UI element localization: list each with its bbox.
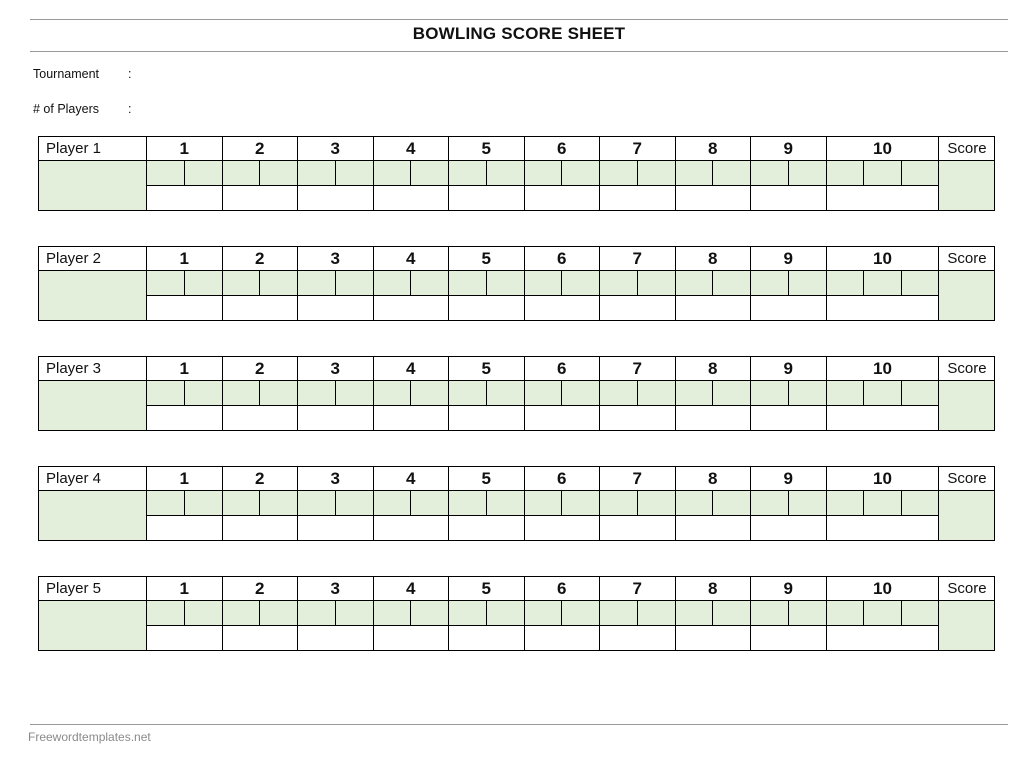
frame-number-3: 3 xyxy=(298,247,374,271)
ball-cell-frame-2-ball-2[interactable] xyxy=(260,271,298,296)
frame-total-cell-3[interactable] xyxy=(298,296,374,321)
ball-cell-frame-2-ball-2[interactable] xyxy=(260,381,298,406)
frame-number-7: 7 xyxy=(600,137,676,161)
ball-cell-frame-3-ball-1[interactable] xyxy=(298,161,336,186)
frame-total-cell-9[interactable] xyxy=(751,516,827,541)
frame-number-1: 1 xyxy=(147,577,223,601)
frame-total-cell-4[interactable] xyxy=(373,626,449,651)
frame-number-2: 2 xyxy=(222,247,298,271)
player-name: Player 1 xyxy=(39,137,147,161)
ball-cell-frame-6-ball-1[interactable] xyxy=(524,381,562,406)
frame-total-cell-4[interactable] xyxy=(373,296,449,321)
ball-cell-frame-7-ball-2[interactable] xyxy=(637,491,675,516)
ball-cell-frame-8-ball-1[interactable] xyxy=(675,271,713,296)
ball-cell-frame-4-ball-1[interactable] xyxy=(373,271,411,296)
ball-cell-frame-10-ball-2[interactable] xyxy=(864,271,902,296)
frame-total-cell-3[interactable] xyxy=(298,406,374,431)
frame-total-cell-5[interactable] xyxy=(449,186,525,211)
ball-cell-frame-7-ball-2[interactable] xyxy=(637,161,675,186)
ball-cell-frame-8-ball-2[interactable] xyxy=(713,271,751,296)
ball-cell-frame-8-ball-1[interactable] xyxy=(675,161,713,186)
frame-total-cell-6[interactable] xyxy=(524,626,600,651)
ball-cell-frame-5-ball-1[interactable] xyxy=(449,271,487,296)
frame-number-2: 2 xyxy=(222,467,298,491)
ball-cell-frame-6-ball-1[interactable] xyxy=(524,271,562,296)
ball-cell-frame-10-ball-1[interactable] xyxy=(826,381,864,406)
player-name: Player 5 xyxy=(39,577,147,601)
frame-total-cell-1[interactable] xyxy=(147,296,223,321)
ball-cell-frame-6-ball-2[interactable] xyxy=(562,271,600,296)
frame-total-cell-9[interactable] xyxy=(751,296,827,321)
frame-total-cell-6[interactable] xyxy=(524,186,600,211)
frame-number-2: 2 xyxy=(222,577,298,601)
ball-cell-frame-1-ball-2[interactable] xyxy=(184,601,222,626)
players-count-field xyxy=(33,102,131,116)
frame-total-cell-1[interactable] xyxy=(147,626,223,651)
score-table-player-1 xyxy=(38,136,994,210)
ball-cell-frame-9-ball-2[interactable] xyxy=(788,601,826,626)
player-name: Player 3 xyxy=(39,357,147,381)
frame-total-cell-9[interactable] xyxy=(751,626,827,651)
tournament-colon: : xyxy=(128,67,132,81)
frame-total-cell-6[interactable] xyxy=(524,296,600,321)
ball-cell-frame-1-ball-1[interactable] xyxy=(147,381,185,406)
frame-total-cell-7[interactable] xyxy=(600,296,676,321)
ball-cell-frame-6-ball-1[interactable] xyxy=(524,491,562,516)
player-entry-cell[interactable] xyxy=(39,601,147,651)
ball-cell-frame-9-ball-1[interactable] xyxy=(751,491,789,516)
score-header: Score xyxy=(939,577,995,601)
ball-cell-frame-3-ball-2[interactable] xyxy=(335,381,373,406)
ball-cell-frame-8-ball-2[interactable] xyxy=(713,491,751,516)
frame-number-8: 8 xyxy=(675,137,751,161)
ball-cell-frame-1-ball-1[interactable] xyxy=(147,271,185,296)
player-name: Player 2 xyxy=(39,247,147,271)
ball-cell-frame-3-ball-1[interactable] xyxy=(298,491,336,516)
score-table-player-4 xyxy=(38,466,994,540)
tournament-label: Tournament xyxy=(33,67,100,81)
player-entry-cell[interactable] xyxy=(39,381,147,431)
frame-total-cell-10[interactable] xyxy=(826,186,939,211)
ball-cell-frame-4-ball-2[interactable] xyxy=(411,271,449,296)
frame-number-7: 7 xyxy=(600,577,676,601)
frame-number-1: 1 xyxy=(147,357,223,381)
frame-total-cell-1[interactable] xyxy=(147,406,223,431)
ball-cell-frame-8-ball-1[interactable] xyxy=(675,381,713,406)
frame-number-5: 5 xyxy=(449,137,525,161)
ball-cell-frame-7-ball-1[interactable] xyxy=(600,601,638,626)
frame-number-10: 10 xyxy=(826,577,939,601)
frame-number-9: 9 xyxy=(751,247,827,271)
score-table-player-3 xyxy=(38,356,994,430)
ball-cell-frame-4-ball-2[interactable] xyxy=(411,161,449,186)
frame-number-8: 8 xyxy=(675,577,751,601)
ball-cell-frame-10-ball-1[interactable] xyxy=(826,271,864,296)
ball-cell-frame-1-ball-2[interactable] xyxy=(184,381,222,406)
frame-number-6: 6 xyxy=(524,357,600,381)
ball-cell-frame-1-ball-1[interactable] xyxy=(147,601,185,626)
total-score-cell[interactable] xyxy=(939,601,995,651)
frame-number-1: 1 xyxy=(147,137,223,161)
frame-number-10: 10 xyxy=(826,467,939,491)
ball-cell-frame-5-ball-1[interactable] xyxy=(449,161,487,186)
ball-cell-frame-5-ball-2[interactable] xyxy=(486,381,524,406)
frame-number-8: 8 xyxy=(675,357,751,381)
frame-total-cell-2[interactable] xyxy=(222,626,298,651)
frame-total-cell-2[interactable] xyxy=(222,296,298,321)
frame-total-cell-8[interactable] xyxy=(675,296,751,321)
ball-cell-frame-5-ball-1[interactable] xyxy=(449,601,487,626)
ball-cell-frame-8-ball-1[interactable] xyxy=(675,491,713,516)
ball-cell-frame-4-ball-2[interactable] xyxy=(411,381,449,406)
score-header: Score xyxy=(939,137,995,161)
player-name: Player 4 xyxy=(39,467,147,491)
frame-total-cell-10[interactable] xyxy=(826,406,939,431)
frame-total-cell-9[interactable] xyxy=(751,186,827,211)
ball-cell-frame-1-ball-2[interactable] xyxy=(184,161,222,186)
ball-cell-frame-6-ball-2[interactable] xyxy=(562,491,600,516)
frame-total-cell-8[interactable] xyxy=(675,626,751,651)
frame-number-4: 4 xyxy=(373,577,449,601)
ball-cell-frame-3-ball-2[interactable] xyxy=(335,601,373,626)
ball-cell-frame-6-ball-2[interactable] xyxy=(562,601,600,626)
page-title: BOWLING SCORE SHEET xyxy=(412,24,626,43)
ball-cell-frame-2-ball-1[interactable] xyxy=(222,161,260,186)
ball-cell-frame-7-ball-1[interactable] xyxy=(600,271,638,296)
ball-cell-frame-1-ball-1[interactable] xyxy=(147,161,185,186)
frame-number-10: 10 xyxy=(826,137,939,161)
frame-total-cell-7[interactable] xyxy=(600,626,676,651)
frame-number-10: 10 xyxy=(826,247,939,271)
frame-total-cell-4[interactable] xyxy=(373,186,449,211)
total-score-cell[interactable] xyxy=(939,381,995,431)
ball-cell-frame-5-ball-2[interactable] xyxy=(486,491,524,516)
score-header: Score xyxy=(939,357,995,381)
frame-number-3: 3 xyxy=(298,357,374,381)
frame-total-cell-5[interactable] xyxy=(449,296,525,321)
ball-cell-frame-5-ball-2[interactable] xyxy=(486,271,524,296)
frame-total-cell-1[interactable] xyxy=(147,186,223,211)
title-rule xyxy=(30,51,1008,52)
frame-number-4: 4 xyxy=(373,137,449,161)
ball-cell-frame-5-ball-1[interactable] xyxy=(449,381,487,406)
ball-cell-frame-6-ball-2[interactable] xyxy=(562,381,600,406)
frame-total-cell-4[interactable] xyxy=(373,516,449,541)
footer-rule xyxy=(30,724,1008,725)
score-table-player-5 xyxy=(38,576,994,650)
ball-cell-frame-10-ball-1[interactable] xyxy=(826,491,864,516)
players-count-label: # of Players xyxy=(33,102,100,116)
ball-cell-frame-9-ball-2[interactable] xyxy=(788,161,826,186)
ball-cell-frame-3-ball-2[interactable] xyxy=(335,161,373,186)
ball-cell-frame-10-ball-3[interactable] xyxy=(901,601,939,626)
ball-cell-frame-10-ball-3[interactable] xyxy=(901,271,939,296)
frame-total-cell-10[interactable] xyxy=(826,296,939,321)
ball-cell-frame-10-ball-2[interactable] xyxy=(864,381,902,406)
ball-cell-frame-10-ball-2[interactable] xyxy=(864,161,902,186)
ball-cell-frame-4-ball-1[interactable] xyxy=(373,161,411,186)
ball-cell-frame-2-ball-2[interactable] xyxy=(260,161,298,186)
players-count-colon: : xyxy=(128,102,132,116)
ball-cell-frame-6-ball-1[interactable] xyxy=(524,161,562,186)
ball-cell-frame-3-ball-1[interactable] xyxy=(298,271,336,296)
frame-number-2: 2 xyxy=(222,137,298,161)
top-rule xyxy=(30,19,1008,20)
frame-total-cell-7[interactable] xyxy=(600,516,676,541)
frame-number-9: 9 xyxy=(751,137,827,161)
frame-number-4: 4 xyxy=(373,247,449,271)
ball-cell-frame-4-ball-1[interactable] xyxy=(373,381,411,406)
ball-cell-frame-8-ball-1[interactable] xyxy=(675,601,713,626)
ball-cell-frame-1-ball-2[interactable] xyxy=(184,271,222,296)
frame-total-cell-10[interactable] xyxy=(826,626,939,651)
player-entry-cell[interactable] xyxy=(39,271,147,321)
frame-total-cell-3[interactable] xyxy=(298,186,374,211)
ball-cell-frame-7-ball-1[interactable] xyxy=(600,161,638,186)
frame-number-8: 8 xyxy=(675,247,751,271)
frame-number-9: 9 xyxy=(751,357,827,381)
footer-text: Freewordtemplates.net xyxy=(28,730,151,744)
ball-cell-frame-9-ball-1[interactable] xyxy=(751,381,789,406)
total-score-cell[interactable] xyxy=(939,161,995,211)
frame-total-cell-5[interactable] xyxy=(449,626,525,651)
score-header: Score xyxy=(939,467,995,491)
ball-cell-frame-6-ball-1[interactable] xyxy=(524,601,562,626)
ball-cell-frame-10-ball-1[interactable] xyxy=(826,161,864,186)
ball-cell-frame-9-ball-1[interactable] xyxy=(751,161,789,186)
frame-number-8: 8 xyxy=(675,467,751,491)
frame-number-3: 3 xyxy=(298,577,374,601)
ball-cell-frame-1-ball-1[interactable] xyxy=(147,491,185,516)
ball-cell-frame-5-ball-1[interactable] xyxy=(449,491,487,516)
ball-cell-frame-7-ball-1[interactable] xyxy=(600,381,638,406)
frame-number-1: 1 xyxy=(147,467,223,491)
ball-cell-frame-7-ball-2[interactable] xyxy=(637,381,675,406)
total-score-cell[interactable] xyxy=(939,491,995,541)
tournament-field xyxy=(33,67,131,81)
score-header: Score xyxy=(939,247,995,271)
ball-cell-frame-2-ball-2[interactable] xyxy=(260,601,298,626)
ball-cell-frame-7-ball-2[interactable] xyxy=(637,271,675,296)
ball-cell-frame-8-ball-2[interactable] xyxy=(713,381,751,406)
ball-cell-frame-4-ball-1[interactable] xyxy=(373,491,411,516)
frame-number-6: 6 xyxy=(524,467,600,491)
frame-number-6: 6 xyxy=(524,577,600,601)
ball-cell-frame-3-ball-1[interactable] xyxy=(298,381,336,406)
frame-total-cell-2[interactable] xyxy=(222,186,298,211)
frame-number-1: 1 xyxy=(147,247,223,271)
ball-cell-frame-9-ball-2[interactable] xyxy=(788,271,826,296)
ball-cell-frame-9-ball-2[interactable] xyxy=(788,381,826,406)
frame-total-cell-5[interactable] xyxy=(449,406,525,431)
frame-number-3: 3 xyxy=(298,467,374,491)
frame-total-cell-2[interactable] xyxy=(222,516,298,541)
frame-number-9: 9 xyxy=(751,577,827,601)
frame-total-cell-9[interactable] xyxy=(751,406,827,431)
frame-total-cell-7[interactable] xyxy=(600,406,676,431)
frame-total-cell-7[interactable] xyxy=(600,186,676,211)
frame-number-5: 5 xyxy=(449,467,525,491)
frame-total-cell-8[interactable] xyxy=(675,406,751,431)
ball-cell-frame-9-ball-2[interactable] xyxy=(788,491,826,516)
frame-total-cell-5[interactable] xyxy=(449,516,525,541)
ball-cell-frame-7-ball-1[interactable] xyxy=(600,491,638,516)
frame-number-7: 7 xyxy=(600,247,676,271)
ball-cell-frame-10-ball-3[interactable] xyxy=(901,161,939,186)
ball-cell-frame-10-ball-3[interactable] xyxy=(901,491,939,516)
frame-number-2: 2 xyxy=(222,357,298,381)
ball-cell-frame-3-ball-1[interactable] xyxy=(298,601,336,626)
frame-number-4: 4 xyxy=(373,467,449,491)
player-entry-cell[interactable] xyxy=(39,161,147,211)
frame-total-cell-8[interactable] xyxy=(675,186,751,211)
ball-cell-frame-8-ball-2[interactable] xyxy=(713,161,751,186)
ball-cell-frame-9-ball-1[interactable] xyxy=(751,271,789,296)
frame-total-cell-8[interactable] xyxy=(675,516,751,541)
frame-number-9: 9 xyxy=(751,467,827,491)
ball-cell-frame-4-ball-2[interactable] xyxy=(411,491,449,516)
score-table-player-2 xyxy=(38,246,994,320)
ball-cell-frame-2-ball-1[interactable] xyxy=(222,601,260,626)
ball-cell-frame-2-ball-1[interactable] xyxy=(222,271,260,296)
frame-number-3: 3 xyxy=(298,137,374,161)
ball-cell-frame-3-ball-2[interactable] xyxy=(335,271,373,296)
ball-cell-frame-5-ball-2[interactable] xyxy=(486,601,524,626)
frame-number-4: 4 xyxy=(373,357,449,381)
frame-total-cell-2[interactable] xyxy=(222,406,298,431)
ball-cell-frame-9-ball-1[interactable] xyxy=(751,601,789,626)
ball-cell-frame-2-ball-1[interactable] xyxy=(222,381,260,406)
frame-total-cell-3[interactable] xyxy=(298,626,374,651)
ball-cell-frame-6-ball-2[interactable] xyxy=(562,161,600,186)
ball-cell-frame-10-ball-3[interactable] xyxy=(901,381,939,406)
ball-cell-frame-5-ball-2[interactable] xyxy=(486,161,524,186)
frame-number-5: 5 xyxy=(449,247,525,271)
ball-cell-frame-8-ball-2[interactable] xyxy=(713,601,751,626)
player-entry-cell[interactable] xyxy=(39,491,147,541)
frame-total-cell-6[interactable] xyxy=(524,516,600,541)
frame-total-cell-10[interactable] xyxy=(826,516,939,541)
ball-cell-frame-4-ball-2[interactable] xyxy=(411,601,449,626)
frame-number-6: 6 xyxy=(524,137,600,161)
frame-total-cell-3[interactable] xyxy=(298,516,374,541)
frame-number-6: 6 xyxy=(524,247,600,271)
frame-total-cell-4[interactable] xyxy=(373,406,449,431)
ball-cell-frame-2-ball-2[interactable] xyxy=(260,491,298,516)
ball-cell-frame-3-ball-2[interactable] xyxy=(335,491,373,516)
ball-cell-frame-2-ball-1[interactable] xyxy=(222,491,260,516)
frame-number-7: 7 xyxy=(600,467,676,491)
ball-cell-frame-7-ball-2[interactable] xyxy=(637,601,675,626)
total-score-cell[interactable] xyxy=(939,271,995,321)
frame-number-10: 10 xyxy=(826,357,939,381)
ball-cell-frame-1-ball-2[interactable] xyxy=(184,491,222,516)
ball-cell-frame-10-ball-2[interactable] xyxy=(864,601,902,626)
ball-cell-frame-10-ball-2[interactable] xyxy=(864,491,902,516)
frame-number-7: 7 xyxy=(600,357,676,381)
frame-number-5: 5 xyxy=(449,577,525,601)
ball-cell-frame-10-ball-1[interactable] xyxy=(826,601,864,626)
frame-total-cell-1[interactable] xyxy=(147,516,223,541)
frame-number-5: 5 xyxy=(449,357,525,381)
frame-total-cell-6[interactable] xyxy=(524,406,600,431)
ball-cell-frame-4-ball-1[interactable] xyxy=(373,601,411,626)
